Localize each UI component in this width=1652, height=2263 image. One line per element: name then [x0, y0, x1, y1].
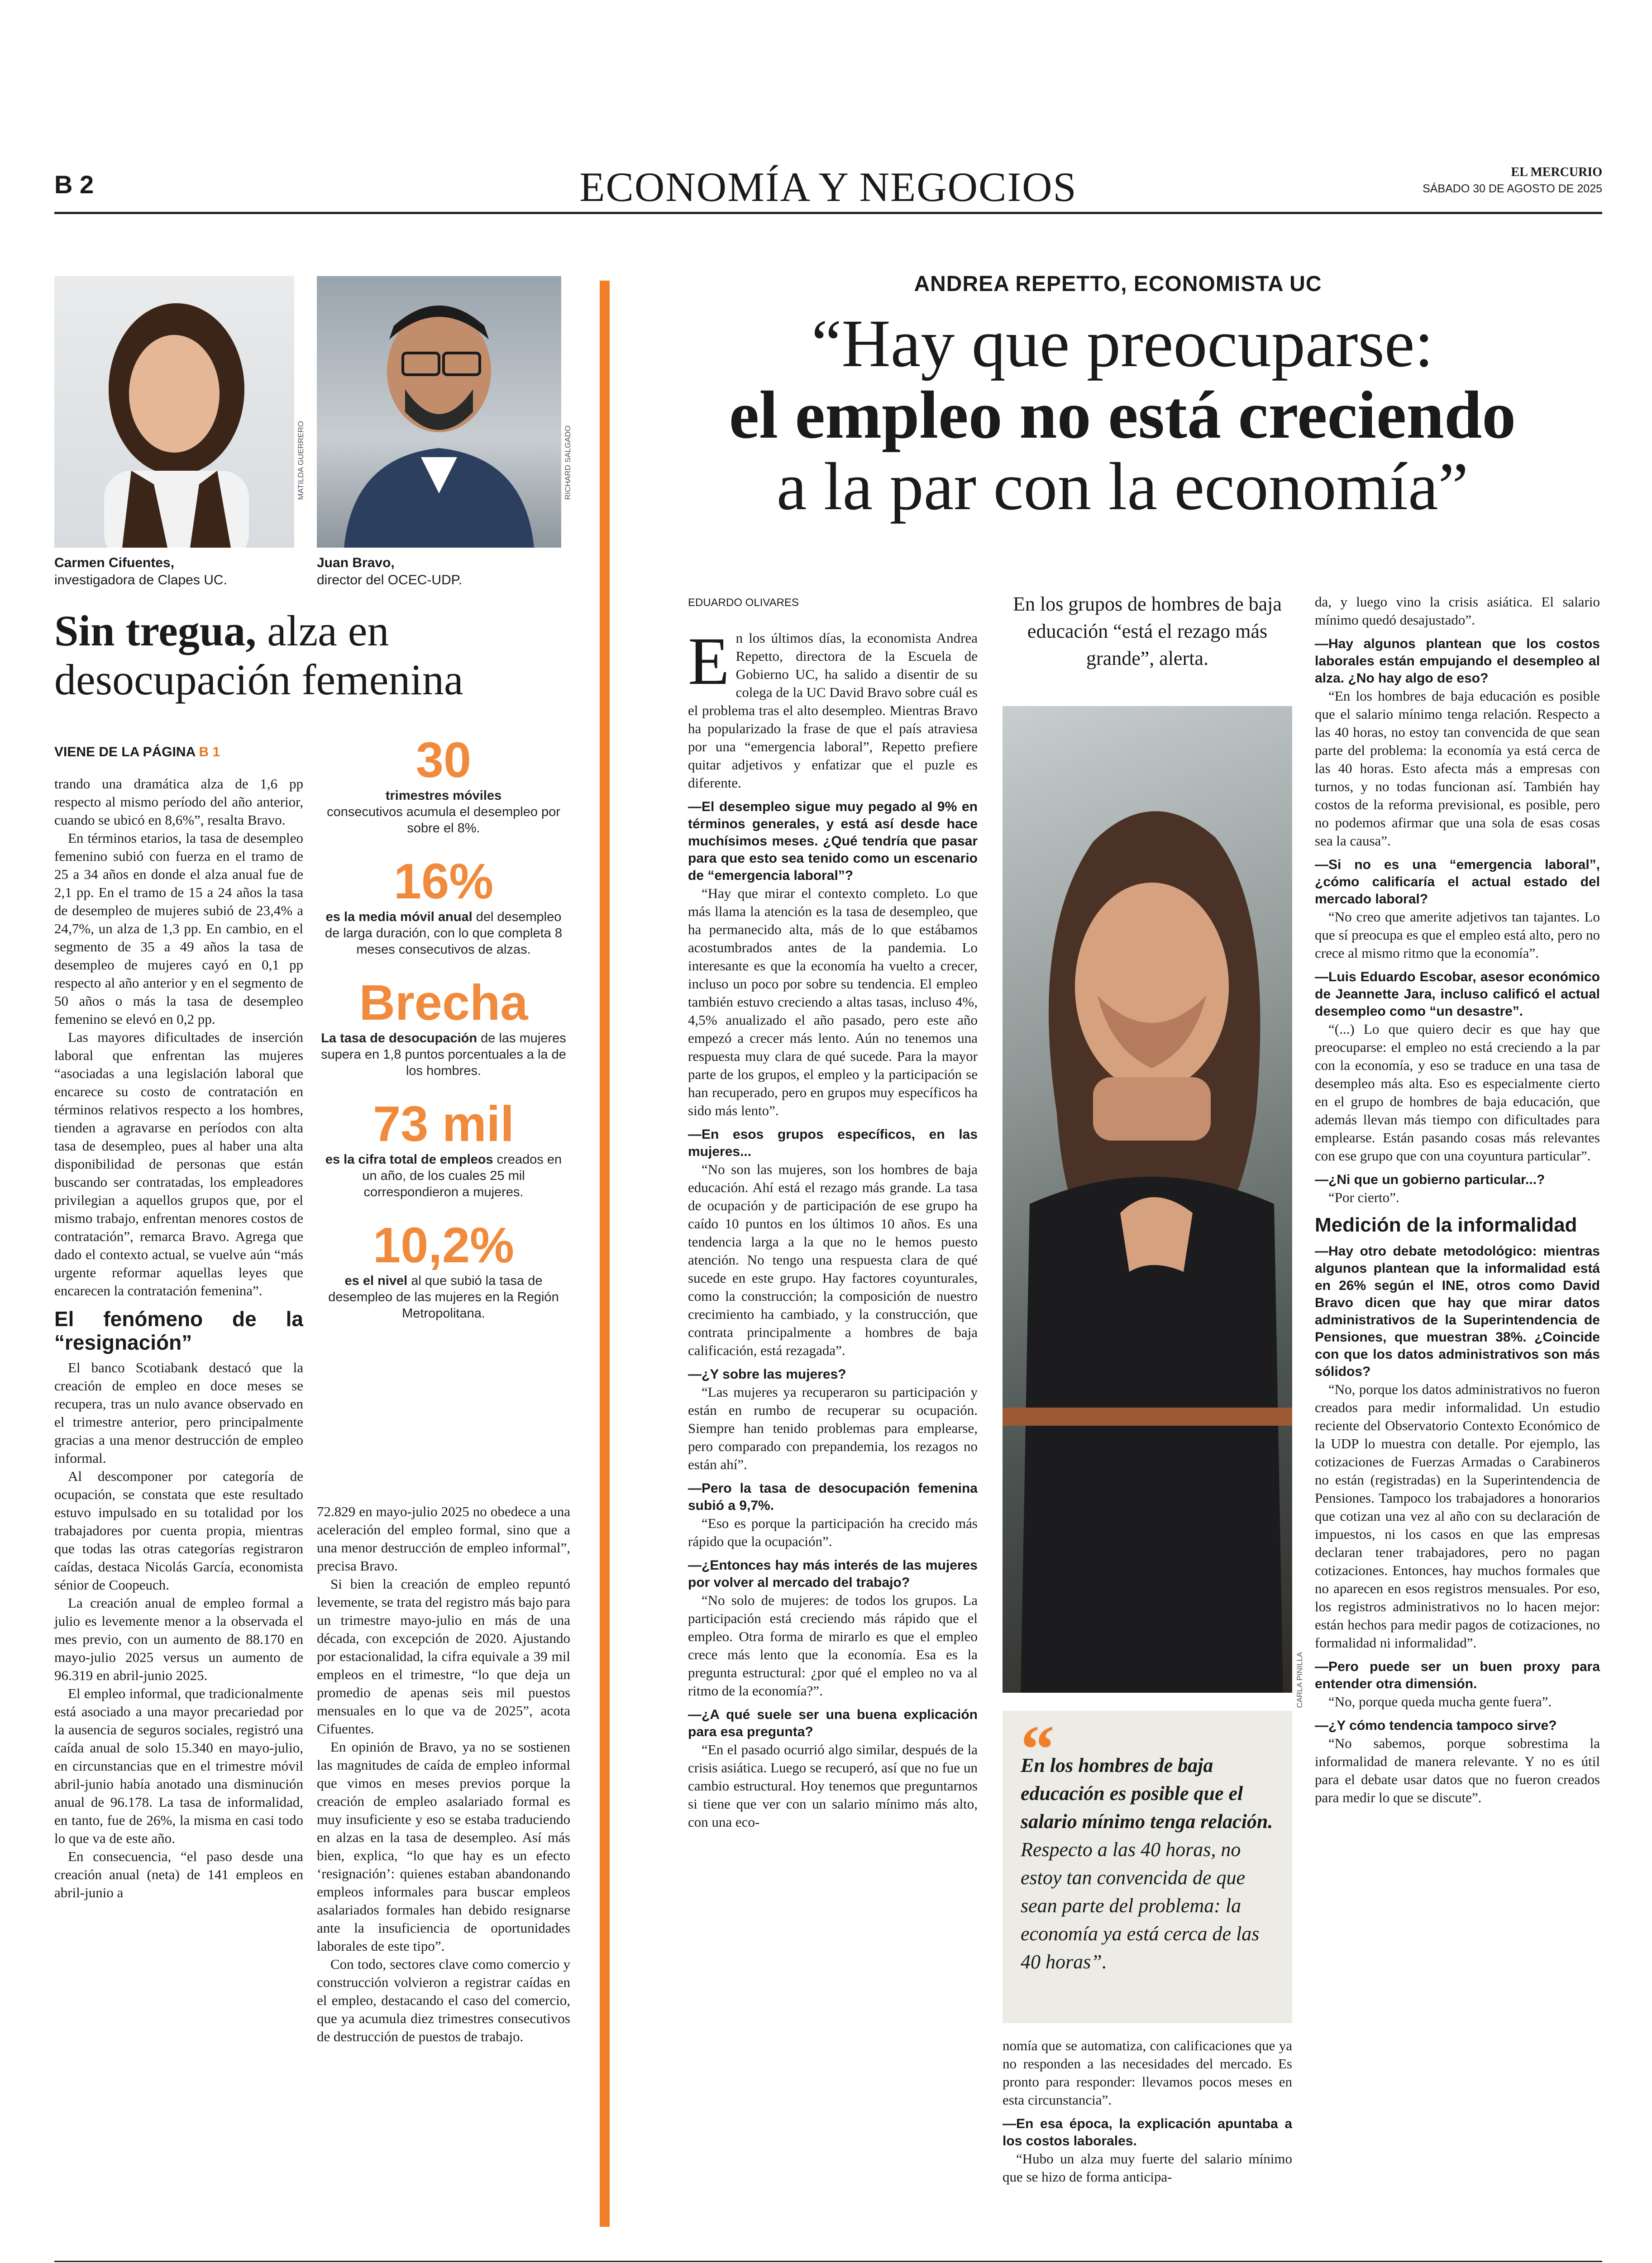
interview-question: —¿Ni que un gobierno particular...?	[1315, 1172, 1545, 1187]
paragraph: En términos etarios, la tasa de desempleo femenino subió con fuerza en el tramo de 25 a 34 años en donde el alza anual fue de 2,1 pp. En el tramo de 15 a 24 años la tasa de desempleo de mujeres subió de 23,4% a 24,7%, un alza de 1,3 pp. En cambio, en el segmento de 35 a 49 años la tasa de desempleo de mujeres cayó en 0,1 pp respecto al año anterior y en el segmento de 50 años o más la tasa de desempleo femenino se elevó en 0,2 pp.	[54, 830, 303, 1027]
continued-ref-link[interactable]: B 1	[199, 745, 220, 759]
stat-item	[317, 855, 570, 958]
stat-strong: es el nivel	[344, 1274, 408, 1288]
subhead-informalidad: Medición de la informalidad	[1315, 1214, 1577, 1236]
stat-strong: es la cifra total de empleos	[325, 1152, 493, 1167]
photo-caption: En los grupos de hombres de baja educación “está el rezago más grande”, alerta.	[1013, 593, 1282, 669]
interview-question: —Pero la tasa de desocupación femenina subió a 9,7%.	[688, 1481, 978, 1513]
interview-answer: “No sabemos, porque sobrestima la informalidad de manera relevante. Y no es útil para el debate usar datos que no fueron creados para medir lo que se discute”.	[1315, 1735, 1600, 1805]
paper-name: EL MERCURIO	[1511, 165, 1602, 179]
caption-carmen	[54, 554, 308, 589]
portrait-andrea-icon	[1003, 706, 1292, 1693]
caption-name: Carmen Cifuentes,	[54, 555, 175, 570]
stat-number: Brecha	[359, 975, 528, 1031]
photo-credit-1: MATILDA GUERRERO	[296, 421, 305, 500]
stat-rest: consecutivos acumula el desempleo por sobre el 8%.	[327, 805, 560, 835]
intro-paragraph: n los últimos días, la economista Andrea Repetto, directora de la Escuela de Gobierno UC, ha salido a disentir de su colega de la UC David Bravo sobre cuál es el problema tras el alto desempleo. Mientras Bravo ha popularizado la frase de que el país atraviesa por una “emergencia laboral”, Repetto prefiere quitar adjetivos y enfatizar que el puzle es diferente.	[688, 630, 978, 791]
interview-answer: nomía que se automatiza, con calificaciones que ya no responden a las necesidades del mercado. Es pronto para responder: llevamos pocos meses en esta circunstancia”.	[1003, 2038, 1292, 2108]
issue-date: SÁBADO 30 DE AGOSTO DE 2025	[1423, 182, 1602, 195]
interview-question: —Luis Eduardo Escobar, asesor económico de Jeannette Jara, incluso calificó el actual desempleo como “un desastre”.	[1315, 969, 1600, 1019]
dropcap: E	[688, 624, 730, 699]
interview-question: —¿Y cómo tendencia tampoco sirve?	[1315, 1718, 1557, 1733]
interview-answer: “Eso es porque la participación ha crecido más rápido que la ocupación”.	[688, 1515, 978, 1549]
header-rule	[54, 212, 1602, 214]
photo-andrea-repetto	[1003, 706, 1292, 1693]
left-headline	[54, 606, 575, 704]
pullquote-box	[1003, 1711, 1292, 2023]
orange-divider	[600, 281, 610, 2227]
continued-from	[54, 745, 220, 760]
interview-answer: “No creo que ameritе adjetivos tan tajantes. Lo que sí preocupa es que el empleo está alto, pero no crece al mismo ritmo que la economía”.	[1315, 909, 1600, 961]
paragraph: Si bien la creación de empleo repuntó levemente, se trata del registro más bajo para un trimestre mayo-julio en más de una década, con excepción de 2020. Ajustando por estacionalidad, la cifra equivale a 39 mil empleos en el trimestre, “lo que deja un promedio de apenas seis mil puestos mensuales en lo que va de 2025”, acota Cifuentes.	[317, 1576, 570, 1737]
caption-role: director del OCEC-UDP.	[317, 573, 463, 587]
stat-number: 30	[415, 732, 472, 788]
stats-sidebar	[317, 733, 570, 1322]
quote-mark-icon: “	[1021, 1712, 1055, 1787]
stat-rest: creados en un año, de los cuales 25 mil correspondieron a mujeres.	[362, 1152, 562, 1199]
interview-col3	[1315, 593, 1600, 1807]
pullquote-text	[1021, 1752, 1274, 1976]
interview-headline	[643, 308, 1602, 522]
interview-kicker: ANDREA REPETTO, ECONOMISTA UC	[914, 272, 1322, 296]
page-number: B 2	[54, 170, 94, 199]
photo-carmen-cifuentes	[54, 276, 294, 548]
stat-strong: trimestres móviles	[385, 788, 502, 803]
stat-rest: de las mujeres supera en 1,8 puntos porcentuales a la de los hombres.	[321, 1031, 566, 1078]
caption-role: investigadora de Clapes UC.	[54, 573, 227, 587]
headline-line-1: “Hay que preocuparse:	[811, 306, 1434, 381]
interview-question: —Pero puede ser un buen proxy para entender otra dimensión.	[1315, 1659, 1600, 1691]
stat-strong: La tasa de desocupación	[321, 1031, 477, 1046]
stat-item	[317, 1097, 570, 1200]
interview-answer: “No solo de mujeres: de todos los grupos. La participación está creciendo más rápido que el empleo. Otra forma de mirarlo es que el empleo crece más lento que la economía. Esa es la pregunta estructural: ¿por qué el empleo no va al ritmo de la economía?”.	[688, 1592, 978, 1699]
paragraph: Las mayores dificultades de inserción laboral que enfrentan las mujeres “asociadas a una legislación laboral que encarece su costo de contratación en términos relativos respecto a los hombres, tienden a agravarse en períodos con alta tasa de desempleo, pues al haber una alta disponibilidad de personas que están buscando ser contratadas, los empleadores privilegian a aquellos grupos que, por el mismo trabajo, enfrentan menores costos de contratación”, remarca Bravo. Agrega que dado el contexto actual, se vuelve aún “más urgente reformar aquellas leyes que encarecen la contratación femenina”.	[54, 1029, 303, 1299]
interview-answer: “Las mujeres ya recuperaron su participación y están en rumbo de recuperar su ocupación. Siempre han tenido problemas para emplearse, pero comparado con prepandemia, los rezagos no están ahí”.	[688, 1384, 978, 1472]
interview-question: —Hay otro debate metodológico: mientras algunos plantean que la informalidad está en 26% según el INE, otros como David Bravo dicen que hay que mirar datos administrativos de la Superintendencia de Pensiones, que muestran 38%. ¿Coincide con que los datos administrativos son más sólidos?	[1315, 1244, 1600, 1379]
headline-bold: Sin tregua,	[54, 606, 257, 655]
interview-answer: “Hubo un alza muy fuerte del salario mínimo que se hizo de forma anticipa-	[1003, 2151, 1292, 2185]
headline-line-2: el empleo no está creciendo	[729, 377, 1516, 453]
portrait-man-icon	[317, 276, 561, 548]
interview-answer: “No, porque queda mucha gente fuera”.	[1328, 1694, 1552, 1709]
stat-text	[317, 788, 570, 836]
stat-rest: del desempleo de larga duración, con lo que completa 8 meses consecutivos de alzas.	[325, 910, 562, 957]
interview-col2-bottom	[1003, 2037, 1292, 2186]
pullquote-rest: Respecto a las 40 horas, no estoy tan convencida de que sean parte del problema: la economía ya está cerca de las 40 horas”.	[1021, 1838, 1260, 1973]
stat-rest: al que subió la tasa de desempleo de las mujeres en la Región Metropolitana.	[328, 1274, 559, 1321]
interview-question: —¿A qué suele ser una buena explicación para esa pregunta?	[688, 1707, 978, 1739]
stat-strong: es la media móvil anual	[325, 910, 473, 924]
paragraph: La creación anual de empleo formal a julio es levemente menor a la observada el mes previo, con un aumento de 88.170 en mayo-julio 2025 versus un aumento de 96.319 en abril-junio 2025.	[54, 1595, 303, 1683]
headline-rest: alza en desocupación femenina	[54, 606, 463, 704]
interview-answer: “Por cierto”.	[1328, 1189, 1399, 1205]
caption-juan	[317, 554, 570, 589]
caption-name: Juan Bravo,	[317, 555, 395, 570]
stat-item	[317, 733, 570, 836]
paragraph: Al descomponer por categoría de ocupación, se constata que este resultado estuvo impulsado en su totalidad por los trabajadores por cuenta propia, mientras que todas las otras categorías registraron caídas, destaca Nicolás García, economista sénior de Coopeuch.	[54, 1468, 303, 1593]
stat-text	[317, 1151, 570, 1200]
bottom-article-rule	[54, 2261, 1602, 2262]
subhead-resignacion: El fenómeno de la “resignación”	[54, 1307, 303, 1354]
stat-number: 16%	[393, 854, 494, 909]
continued-label: VIENE DE LA PÁGINA	[54, 745, 199, 759]
page-header	[54, 161, 1602, 210]
portrait-woman-icon	[54, 276, 294, 548]
paragraph: El banco Scotiabank destacó que la creación de empleo en doce meses se recupera, tras un nulo avance observado en el trimestre anterior, pero principalmente gracias a una menor destrucción de empleo informal.	[54, 1360, 303, 1466]
interview-question: —¿Entonces hay más interés de las mujeres por volver al mercado del trabajo?	[688, 1558, 978, 1590]
stat-item	[317, 976, 570, 1079]
interview-question: —El desempleo sigue muy pegado al 9% en términos generales, y está así desde hace muchísimos meses. ¿Qué tendría que pasar para que esto sea tenido como un escenario de “emergencia laboral”?	[688, 799, 978, 883]
interview-answer: “En los hombres de baja educación es posible que el salario mínimo tenga relación. Respecto a las 40 horas, no estoy tan convencida de que sean parte del problema: la economía ya está cerca de las 40 horas. Esto afecta más a empresas con turnos, y no todas funcionan así. También hay costos de la reforma previsional, es posible, pero no podemos afirmar que una sola de esas cosas sea la causa”.	[1315, 688, 1600, 849]
interview-answer: “En el pasado ocurrió algo similar, después de la crisis asiática. Luego se recuperó, así que no fue un cambio estructural. Hoy tenemos que preguntarnos si tiene que ver con un salario mínimo más alto, con una eco-	[688, 1742, 978, 1830]
interview-question: —Hay algunos plantean que los costos laborales están empujando el desempleo al alza. ¿No hay algo de eso?	[1315, 636, 1600, 686]
paragraph: En opinión de Bravo, ya no se sostienen las magnitudes de caída de empleo informal que vimos en meses previos porque la creación de empleo asalariado formal es muy insuficiente y eso se estaba traduciendo en alzas en la tasa de desempleo. Así más bien, explica, “lo que hay es un efecto ‘resignación’: quienes estaban abandonando empleos informales para buscar empleos asalariados formales han debido resignarse ante la insuficiencia de oportunidades laborales de este tipo”.	[317, 1739, 570, 1954]
interview-question: —¿Y sobre las mujeres?	[688, 1367, 846, 1382]
paragraph: En consecuencia, “el paso desde una creación anual (neta) de 141 empleos en abril-junio a	[54, 1848, 303, 1900]
interview-question: —En esa época, la explicación apuntaba a los costos laborales.	[1003, 2116, 1292, 2148]
photo-credit-2: RICHARD SALGADO	[563, 425, 572, 500]
photo-juan-bravo	[317, 276, 561, 548]
stat-text	[317, 1273, 570, 1322]
interview-answer: “Hay que mirar el contexto completo. Lo que más llama la atención es la tasa de desempleo, que ha permanecido alta, más de lo que estábamos acostumbrados antes de la pandemia. Lo interesante es que la economía ha vuelto a crecer, incluso un poco por sobre su tendencia. El empleo también estuvo creciendo a altas tasas, incluso 4%, 4,5% anualizado el año pasado, pero este año empezó a crecer más lento. Aún no tenemos una respuesta muy clara de qué sucede. Para la mayor parte de los grupos, el empleo y la participación se han recuperado, pero en grupos muy específicos ha sido más lento”.	[688, 885, 978, 1118]
left-article-col2	[317, 1503, 570, 2046]
interview-question: —Si no es una “emergencia laboral”, ¿cómo calificaría el actual estado del mercado laboral?	[1315, 857, 1600, 907]
stat-number: 73 mil	[373, 1096, 514, 1152]
interview-answer: “No son las mujeres, son los hombres de baja educación. Ahí está el rezago más grande. La tasa de ocupación y de participación de ese grupo ha caído 10 puntos en los últimos 10 años. Es una tendencia larga a la que no le hemos puesto atención. No tengo una respuesta clara de qué sucede en este grupo. Hay factores coyunturales, como la construcción; la composición de nuestro crecimiento ha cambiado, y la construcción, que contrata principalmente a hombres de baja calificación, está rezagada”.	[688, 1161, 978, 1358]
stat-number: 10,2%	[373, 1217, 514, 1273]
interview-answer: “No, porque los datos administrativos no fueron creados para medir informalidad. Un estudio reciente del Observatorio Contexto Económico de la UDP lo muestra con detalle. Por ejemplo, las cotizaciones de Fuerzas Armadas o Carabineros no están (registradas) en la Superintendencia de Pensiones. Tampoco los trabajadores a honorarios que cotizan una vez al año con su declaración de impuestos, ni los casos en que las empresas declaran tener trabajadores, pero no pagan cotizaciones. Entonces, hay muchos formales que no aparecen en esos registros mensuales. Por eso, los registros administrativos no lo hacen mejor: están hechos para medir pagos de cotizaciones, no formalidad ni informalidad”.	[1315, 1381, 1600, 1651]
headline-line-3: a la par con la economía”	[776, 449, 1469, 524]
interview-col1	[688, 624, 978, 1831]
left-article-col1	[54, 775, 303, 1902]
paragraph: trando una dramática alza de 1,6 pp respecto al mismo período del año anterior, cuando se ubicó en 8,6%”, resalta Bravo.	[54, 776, 303, 828]
interview-question: —En esos grupos específicos, en las mujeres...	[688, 1127, 978, 1159]
paragraph: El empleo informal, que tradicionalmente está asociado a una mayor precariedad por la ausencia de seguros sociales, registró una caída anual de solo 15.340 en mayo-julio, en circunstancias que en el trimestre móvil abril-junio había anotado una disminución anual de 96.178. La tasa de informalidad, en tanto, fue de 26%, la misma en casi todo lo que va de este año.	[54, 1685, 303, 1846]
interview-answer: da, y luego vino la crisis asiática. El salario mínimo quedó desajustado”.	[1315, 594, 1600, 628]
section-title: ECONOMÍA Y NEGOCIOS	[579, 164, 1077, 210]
stat-text	[317, 1030, 570, 1079]
paragraph: Con todo, sectores clave como comercio y construcción volvieron a registrar caídas en el empleo, destacando el caso del comercio, que ya acumula diez trimestres consecutivos de destrucción de puestos de trabajo.	[317, 1956, 570, 2044]
paragraph: 72.829 en mayo-julio 2025 no obedece a una aceleración del empleo formal, sino que a una menor destrucción de empleo informal”, precisa Bravo.	[317, 1504, 570, 1574]
interview-answer: “(...) Lo que quiero decir es que hay que preocuparse: el empleo no está creciendo a la par con la economía, y eso se traduce en una tasa de desempleo más alta. Eso es especialmente cierto en el grupo de hombres de baja educación, que además llevan más tiempo con dificultades para emplearse. Están pasando cosas más relevantes con ese grupo que con una coyuntura particular”.	[1315, 1021, 1600, 1164]
stat-text	[317, 909, 570, 958]
interview-byline: EDUARDO OLIVARES	[688, 597, 799, 609]
photo-credit-andrea: CARLA PINILLA	[1295, 1652, 1304, 1708]
stat-item	[317, 1218, 570, 1322]
pullquote-bold: En los hombres de baja educación es posible que el salario mínimo tenga relación.	[1021, 1754, 1273, 1833]
